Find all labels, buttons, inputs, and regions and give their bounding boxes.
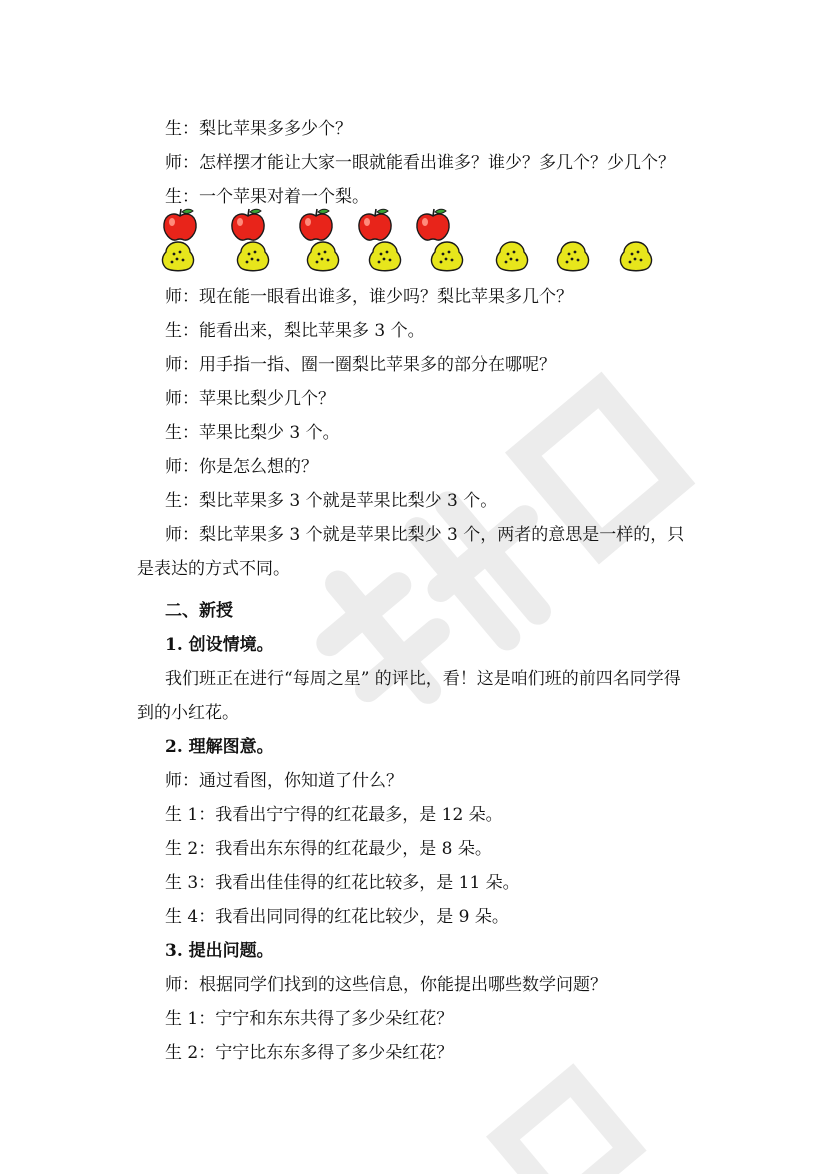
dialogue-line: 生 3：我看出佳佳得的红花比较多，是 11 朵。 [165,873,520,893]
step-title: 2. 理解图意。 [165,737,274,757]
pear-icon [616,238,656,274]
pear-icon [365,238,405,274]
dialogue-line: 生 1：宁宁和东东共得了多少朵红花？ [165,1009,454,1029]
dialogue-line: 师：怎样摆才能让大家一眼就能看出谁多？谁少？多几个？少几个？ [165,153,675,173]
dialogue-line: 生：苹果比梨少 3 个。 [165,423,340,443]
pear-icon [427,238,467,274]
dialogue-line: 师：用手指一指、圈一圈梨比苹果多的部分在哪呢？ [165,355,556,375]
paragraph-line: 我们班正在进行“每周之星” 的评比，看！这是咱们班的前四名同学得 [165,669,681,689]
section-title: 二、新授 [165,601,233,621]
pear-icon [158,238,198,274]
pear-icon [303,238,343,274]
dialogue-line-continuation: 是表达的方式不同。 [137,559,290,579]
dialogue-line: 生：梨比苹果多 3 个就是苹果比梨少 3 个。 [165,491,498,511]
pear-icon [492,238,532,274]
dialogue-line: 师：梨比苹果多 3 个就是苹果比梨少 3 个，两者的意思是一样的，只 [165,525,685,545]
dialogue-line: 师：苹果比梨少几个？ [165,389,335,409]
dialogue-line: 师：你是怎么想的？ [165,457,318,477]
dialogue-line: 生：梨比苹果多多少个？ [165,119,352,139]
dialogue-line: 生 1：我看出宁宁得的红花最多，是 12 朵。 [165,805,503,825]
pear-icon [553,238,593,274]
step-title: 1. 创设情境。 [165,635,274,655]
dialogue-line: 师：根据同学们找到的这些信息，你能提出哪些数学问题？ [165,975,607,995]
dialogue-line: 生 2：我看出东东得的红花最少，是 8 朵。 [165,839,492,859]
paragraph-line-continuation: 到的小红花。 [137,703,239,723]
dialogue-line: 生：一个苹果对着一个梨。 [165,187,369,207]
dialogue-line: 生 2：宁宁比东东多得了多少朵红花？ [165,1043,454,1063]
dialogue-line: 师：现在能一眼看出谁多，谁少吗？梨比苹果多几个？ [165,287,573,307]
step-title: 3. 提出问题。 [165,941,274,961]
dialogue-line: 生 4：我看出同同得的红花比较少，是 9 朵。 [165,907,509,927]
dialogue-line: 生：能看出来，梨比苹果多 3 个。 [165,321,425,341]
dialogue-line: 师：通过看图，你知道了什么？ [165,771,403,791]
pear-row [158,238,658,274]
pear-icon [233,238,273,274]
